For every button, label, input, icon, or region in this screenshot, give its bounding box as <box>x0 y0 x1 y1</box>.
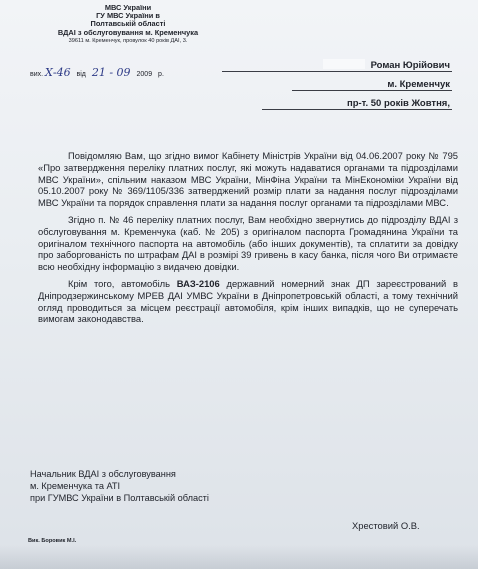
scan-shadow <box>0 545 478 569</box>
letter-body <box>38 150 458 330</box>
outgoing-reference <box>30 66 164 79</box>
letterhead <box>28 4 228 45</box>
letterhead-line: МВС України <box>104 3 152 12</box>
recipient-street: пр-т. 50 років Жовтня, <box>346 98 450 109</box>
ref-from: від <box>76 71 86 78</box>
paragraph-vehicle <box>38 278 458 325</box>
recipient-name: Роман Юрійович <box>323 56 450 75</box>
ref-suffix: р. <box>158 71 164 78</box>
paragraph-instructions: Згідно п. № 46 переліку платних послуг, Вам необхідно звернутись до підрозділу ВДАІ з обслуговування м. Кременчука (каб. № 205) з оригіналом паспорта Громадянина України та оригіналом технічного паспорта на автомобіль (або інших документів), та сплатити за довідку про заборгованість по штрафам ДАІ в розмірі 39 гривень в касу банка, після чого Ви отримаєте всю необхідну інформацію з видачею довідки. <box>38 213 458 273</box>
executor-note: Вик. Боровик М.І. <box>28 538 77 544</box>
ref-date: 21 - 09 <box>91 66 131 79</box>
recipient-underline <box>262 109 452 110</box>
ref-number: Х-46 <box>45 66 71 79</box>
vehicle-model: ВАЗ-2106 <box>176 277 220 289</box>
vehicle-lead: Крім того, автомобіль <box>68 277 171 289</box>
signatory-title: м. Кременчука та АТІ <box>30 481 121 491</box>
ref-prefix: вих. <box>30 71 44 78</box>
recipient-city: м. Кременчук <box>387 79 450 90</box>
recipient-underline <box>222 71 452 72</box>
letterhead-line: ГУ МВС України в <box>96 11 160 21</box>
paragraph-regulation: Повідомляю Вам, що згідно вимог Кабінету Міністрів України від 04.06.2007 року № 795 «Про затвердження переліку платних послуг, які можуть надаватися органами та підрозділами МВС України», спільним наказом МВС України, МінФіна України та МінЕкономіки України від 05.10.2007 року № 369/1105/336 затверджений розмір плати за надання послуг підрозділами МВС України та порядок справлення плати за надання послуг органами та підрозділами МВС. <box>38 150 458 209</box>
recipient-block <box>323 56 450 113</box>
letterhead-line: ВДАІ з обслуговування м. Кременчука <box>57 27 199 37</box>
signature-block <box>30 468 209 504</box>
ref-year: 2009 <box>136 71 153 78</box>
signatory-title: при ГУМВС України в Полтавській області <box>30 493 209 503</box>
recipient-underline <box>292 90 452 91</box>
signatory-title: Начальник ВДАІ з обслуговування <box>30 469 176 479</box>
signatory-name: Хрестовий О.В. <box>352 520 420 531</box>
letterhead-address: 39611 м. Кременчук, провулок 40 років ДАІ, 3. <box>68 37 188 44</box>
vehicle-details: державний номерний знак ДП зареєстрований в Дніпродзержинському МРЕВ ДАІ УМВС України в Дніпропетровській області, а тому технічний огляд проводиться за місцем реєстрації автомобіля, крім інших випадків, що не суперечать вимогам законодавства. <box>38 277 458 325</box>
letterhead-line: Полтавській області <box>90 19 166 29</box>
